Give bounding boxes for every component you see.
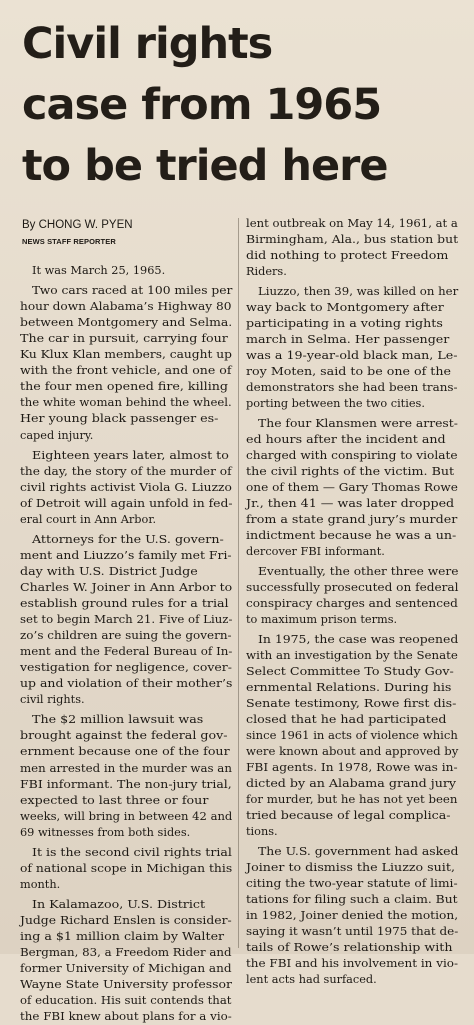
- byline: By CHONG W. PYEN: [22, 219, 133, 231]
- article-line: closed that he had participated: [246, 713, 447, 726]
- article-line: Attorneys for the U.S. govern-: [32, 532, 224, 546]
- article-line: eral court in Ann Arbor.: [20, 512, 157, 526]
- column-divider: [238, 218, 239, 948]
- article-line: Birmingham, Ala., bus station but: [246, 233, 459, 246]
- article-line: since 1961 in acts of violence which: [246, 729, 458, 742]
- article-line: ernmental Relations. During his: [246, 681, 452, 694]
- headline-line: case from 1965: [22, 80, 382, 130]
- article-line: participating in a voting rights: [246, 317, 443, 330]
- article-line: of education. His suit contends that: [20, 994, 232, 1008]
- staff-credit: NEWS STAFF REPORTER: [22, 237, 116, 246]
- article-line: The U.S. government had asked: [258, 845, 459, 858]
- article-line: month.: [20, 877, 61, 891]
- article-line: of national scope in Michigan this: [20, 861, 233, 875]
- article-line: FBI informant. The non-jury trial,: [20, 777, 232, 791]
- article-line: former University of Michigan and: [20, 962, 232, 976]
- article-line: the day, the story of the murder of: [20, 464, 232, 478]
- article-line: lent acts had surfaced.: [246, 973, 377, 986]
- article-line: march in Selma. Her passenger: [246, 333, 450, 346]
- article-line: ment and the Federal Bureau of In-: [20, 645, 233, 659]
- article-line: Charles W. Joiner in Ann Arbor to: [20, 580, 233, 594]
- article-line: Liuzzo, then 39, was killed on her: [258, 285, 459, 298]
- article-line: lent outbreak on May 14, 1961, at a: [246, 217, 458, 230]
- article-line: citing the two-year statute of limi-: [246, 877, 458, 890]
- article-line: the four men opened fire, killing: [20, 380, 229, 394]
- article-line: was a 19-year-old black man, Le-: [246, 349, 458, 362]
- article-line: successfully prosecuted on federal: [246, 581, 459, 594]
- article-line: dicted by an Alabama grand jury: [246, 777, 457, 790]
- article-line: The $2 million lawsuit was: [32, 713, 204, 727]
- article-line: indictment because he was a un-: [246, 529, 457, 542]
- article-line: set to begin March 21. Five of Liuz-: [20, 613, 233, 627]
- article-line: Wayne State University professor: [20, 978, 233, 992]
- article-line: charged with conspiring to violate: [246, 449, 458, 462]
- article-line: FBI agents. In 1978, Rowe was in-: [246, 761, 458, 774]
- article-line: It was March 25, 1965.: [32, 264, 166, 277]
- article-line: Two cars raced at 100 miles per: [32, 284, 233, 298]
- article-line: dercover FBI informant.: [246, 545, 385, 558]
- article-line: up and violation of their mother’s: [20, 677, 233, 691]
- article-line: the FBI and his involvement in vio-: [246, 957, 459, 970]
- article-line: the FBI knew about plans for a vio-: [20, 1010, 232, 1024]
- headline: [22, 14, 462, 197]
- article-line: Eighteen years later, almost to: [32, 448, 229, 462]
- article-line: with the front vehicle, and one of: [20, 364, 232, 378]
- article-line: It is the second civil rights trial: [32, 845, 232, 859]
- article-line: In 1975, the case was reopened: [258, 633, 459, 646]
- article-line: ment and Liuzzo’s family met Fri-: [20, 548, 232, 562]
- article-line: Ku Klux Klan members, caught up: [20, 348, 232, 362]
- headline-line: to be tried here: [22, 141, 388, 191]
- article-line: roy Moten, said to be one of the: [246, 365, 452, 378]
- article-line: from a state grand jury’s murder: [246, 513, 458, 526]
- article-line: to maximum prison terms.: [246, 613, 398, 626]
- article-line: establish ground rules for a trial: [20, 597, 229, 610]
- article-line: tions.: [246, 825, 278, 838]
- article-line: were known about and approved by: [246, 745, 459, 758]
- article-line: The four Klansmen were arrest-: [258, 417, 458, 430]
- article-line: 69 witnesses from both sides.: [20, 825, 191, 839]
- article-line: In Kalamazoo, U.S. District: [32, 897, 206, 911]
- article-line: civil rights.: [20, 693, 85, 707]
- article-line: hour down Alabama’s Highway 80: [20, 300, 232, 314]
- article-line: civil rights activist Viola G. Liuzzo: [20, 480, 232, 494]
- article-line: the civil rights of the victim. But: [246, 465, 455, 478]
- article-line: Senate testimony, Rowe first dis-: [246, 697, 457, 710]
- article-line: weeks, will bring in between 42 and: [20, 809, 233, 823]
- article-line: The car in pursuit, carrying four: [20, 332, 228, 346]
- article-line: Bergman, 83, a Freedom Rider and: [20, 946, 232, 960]
- article-line: Her young black passenger es-: [20, 412, 219, 426]
- article-line: day with U.S. District Judge: [20, 564, 198, 578]
- article-line: with an investigation by the Senate: [246, 649, 458, 662]
- article-line: vestigation for negligence, cover-: [20, 661, 232, 675]
- article-line: Judge Richard Enslen is consider-: [20, 913, 232, 927]
- article-line: for murder, but he has not yet been: [246, 793, 458, 806]
- article-line: conspiracy charges and sentenced: [246, 597, 458, 610]
- article-line: way back to Montgomery after: [246, 301, 444, 314]
- article-line: porting between the two cities.: [246, 397, 425, 410]
- article-line: tations for filing such a claim. But: [246, 893, 458, 906]
- article-line: did nothing to protect Freedom: [246, 249, 449, 262]
- article-line: ernment because one of the four: [20, 745, 230, 759]
- article-line: Joiner to dismiss the Liuzzo suit,: [246, 861, 455, 874]
- article-line: demonstrators she had been trans-: [246, 381, 458, 394]
- article-line: brought against the federal gov-: [20, 729, 228, 743]
- article-line: men arrested in the murder was an: [20, 761, 232, 775]
- article-line: one of them — Gary Thomas Rowe: [246, 481, 458, 494]
- article-line: Jr., then 41 — was later dropped: [246, 497, 455, 510]
- article-line: between Montgomery and Selma.: [20, 316, 233, 330]
- article-line: caped injury.: [20, 428, 94, 442]
- headline-line: Civil rights: [22, 19, 273, 69]
- article-line: Eventually, the other three were: [258, 565, 459, 578]
- article-line: ing a $1 million claim by Walter: [20, 930, 225, 943]
- article-line: ed hours after the incident and: [246, 433, 446, 446]
- article-line: Riders.: [246, 265, 287, 278]
- article-line: of Detroit will again unfold in fed-: [20, 496, 233, 510]
- article-line: expected to last three or four: [20, 793, 209, 807]
- article-line: tails of Rowe’s relationship with: [246, 941, 453, 954]
- article-line: the white woman behind the wheel.: [20, 396, 232, 410]
- article-line: saying it wasn’t until 1975 that de-: [246, 925, 459, 938]
- article-line: tried because of legal complica-: [246, 809, 451, 822]
- article-line: Select Committee To Study Gov-: [246, 665, 454, 678]
- article-line: zo’s children are suing the govern-: [20, 629, 232, 643]
- article-line: in 1982, Joiner denied the motion,: [246, 909, 459, 922]
